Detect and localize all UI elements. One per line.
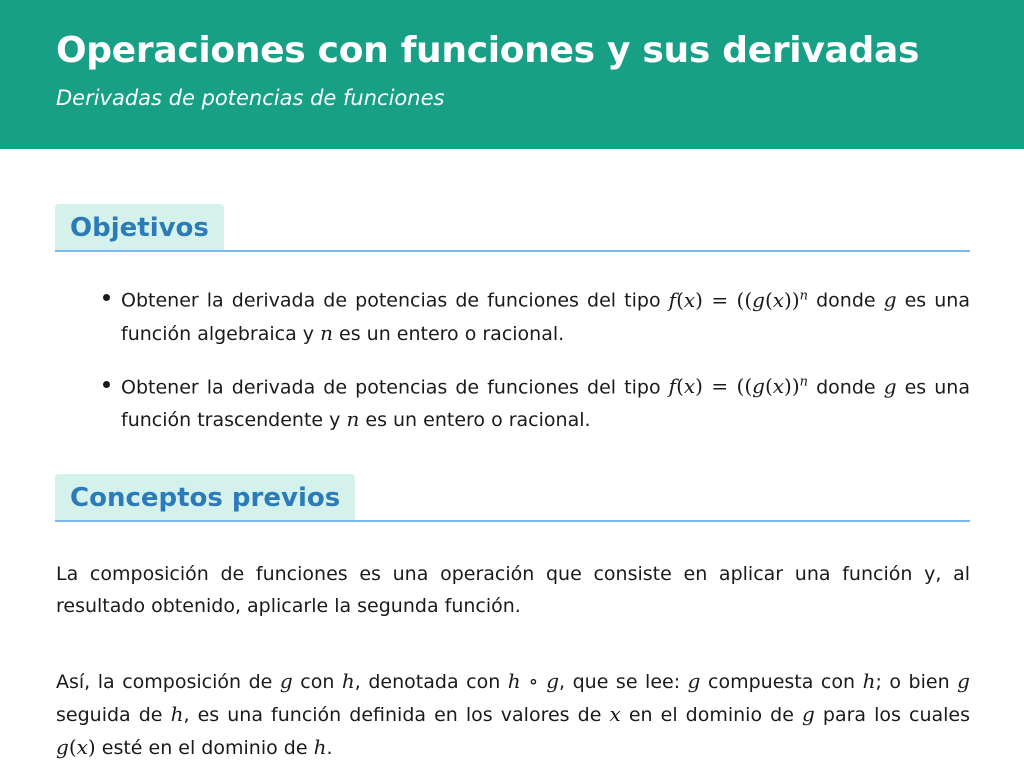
section-objetivos-title: Objetivos	[55, 204, 224, 250]
composition-formula: h ∘ g	[507, 669, 560, 693]
objective-text: Obtener la derivada de potencias de funciones del tipo	[121, 289, 669, 312]
formula: $f(x) = ((g(x))^n$	[668, 374, 809, 399]
section-conceptos-title: Conceptos previos	[55, 474, 355, 520]
objectives-list	[56, 280, 970, 453]
objective-item: Obtener la derivada de potencias de funciones del tipo $f(x) = ((g(x))^n$ donde g es una función trascendente y n es un entero o racional.	[121, 367, 970, 437]
section-objetivos-heading	[55, 204, 970, 252]
objective-text: Obtener la derivada de potencias de funciones del tipo	[121, 376, 669, 399]
paragraph-composicion: La composición de funciones es una operación que consiste en aplicar una función y, al resultado obtenido, aplicarle la segunda función.	[56, 563, 970, 617]
page-header	[0, 0, 1024, 149]
formula: $f(x) = ((g(x))^n$	[668, 287, 809, 312]
page-title: Operaciones con funciones y sus derivadas	[56, 30, 920, 71]
objective-item: Obtener la derivada de potencias de funciones del tipo $f(x) = ((g(x))^n$ donde g es una función algebraica y n es un entero o racional.	[121, 280, 970, 350]
paragraph-definicion: Así, la composición de g con h, denotada con h ∘ g, que se lee: g compuesta con h; o bien g seguida de h, es una función definida en los valores de x en el dominio de g para los cuales g(x) esté en el dominio de h.	[56, 669, 970, 759]
section-conceptos-heading	[55, 474, 970, 522]
page-subtitle: Derivadas de potencias de funciones	[56, 86, 445, 110]
